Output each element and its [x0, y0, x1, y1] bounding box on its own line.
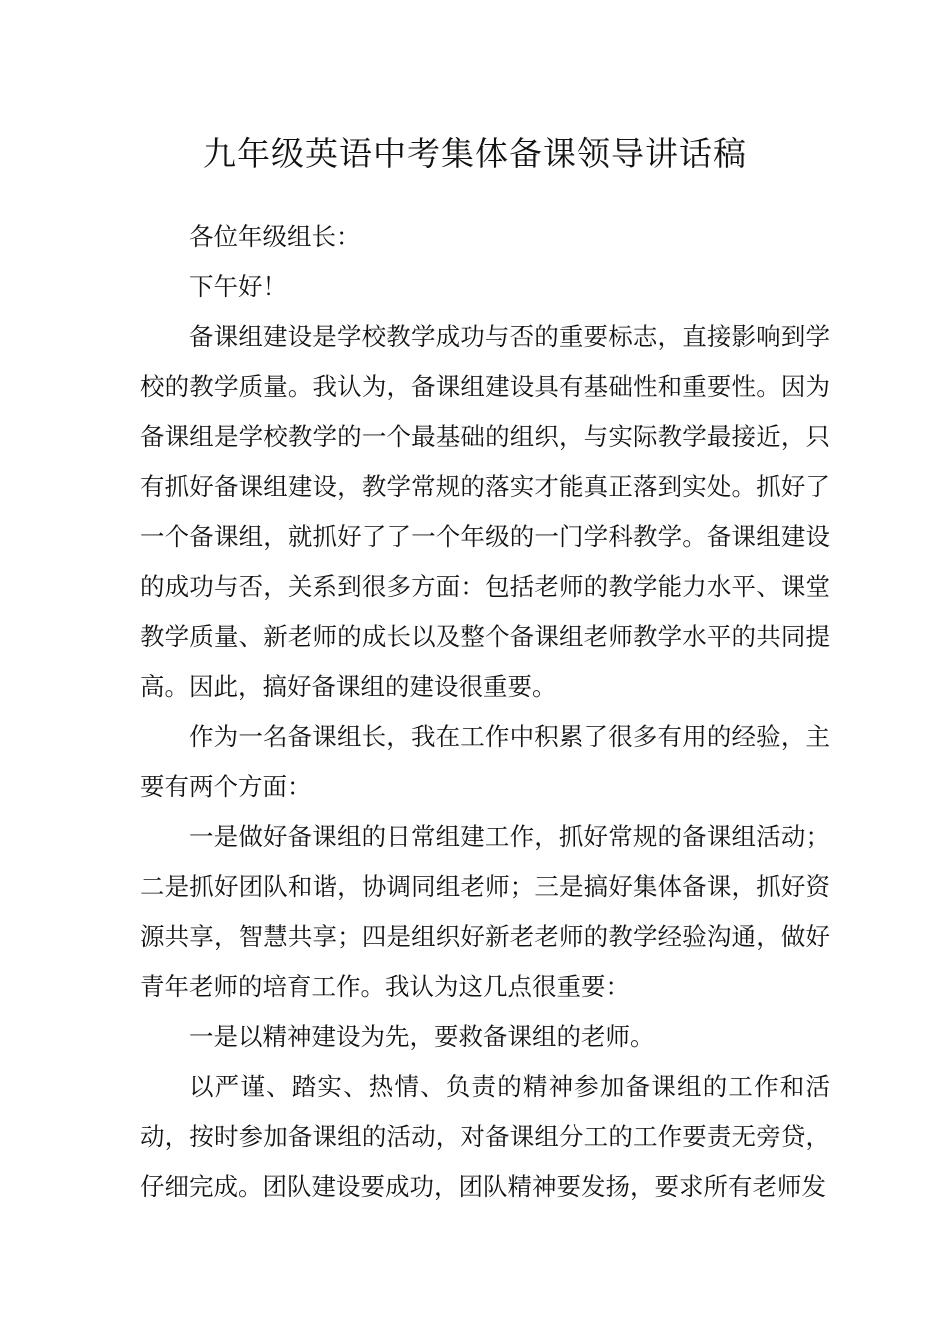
salutation-paragraph: 各位年级组长：: [189, 222, 361, 251]
body-paragraph: 备课组建设是学校教学成功与否的重要标志，直接影响到学校的教学质量。我认为，备课组建设具有基础性和重要性。因为备课组是学校教学的一个最基础的组织，与实际教学最接近，只有抓好备课组建设，教学常规的落实才能真正落到实处。抓好了一个备课组，就抓好了了一个年级的一门学科教学。备课组建设的成功与否，关系到很多方面：包括老师的教学能力水平、课堂教学质量、新老师的成长以及整个备课组老师教学水平的共同提高。因此，搞好备课组的建设很重要。: [140, 322, 830, 701]
document-title: 九年级英语中考集体备课领导讲话稿: [203, 134, 747, 173]
body-paragraph: 一是做好备课组的日常组建工作，抓好常规的备课组活动；二是抓好团队和谐，协调同组老师；三是搞好集体备课，抓好资源共享，智慧共享；四是组织好新老老师的教学经验沟通，做好青年老师的培育工作。我认为这几点很重要：: [140, 822, 830, 1001]
body-paragraph: 作为一名备课组长，我在工作中积累了很多有用的经验，主要有两个方面：: [140, 722, 830, 801]
document-body: [140, 212, 830, 1212]
body-paragraph: 一是以精神建设为先，要救备课组的老师。: [189, 1022, 655, 1051]
greeting-paragraph: 下午好！: [189, 272, 287, 301]
body-paragraph: 以严谨、踏实、热情、负责的精神参加备课组的工作和活动，按时参加备课组的活动，对备课组分工的工作要责无旁贷，仔细完成。团队建设要成功，团队精神要发扬，要求所有老师发: [140, 1072, 830, 1201]
